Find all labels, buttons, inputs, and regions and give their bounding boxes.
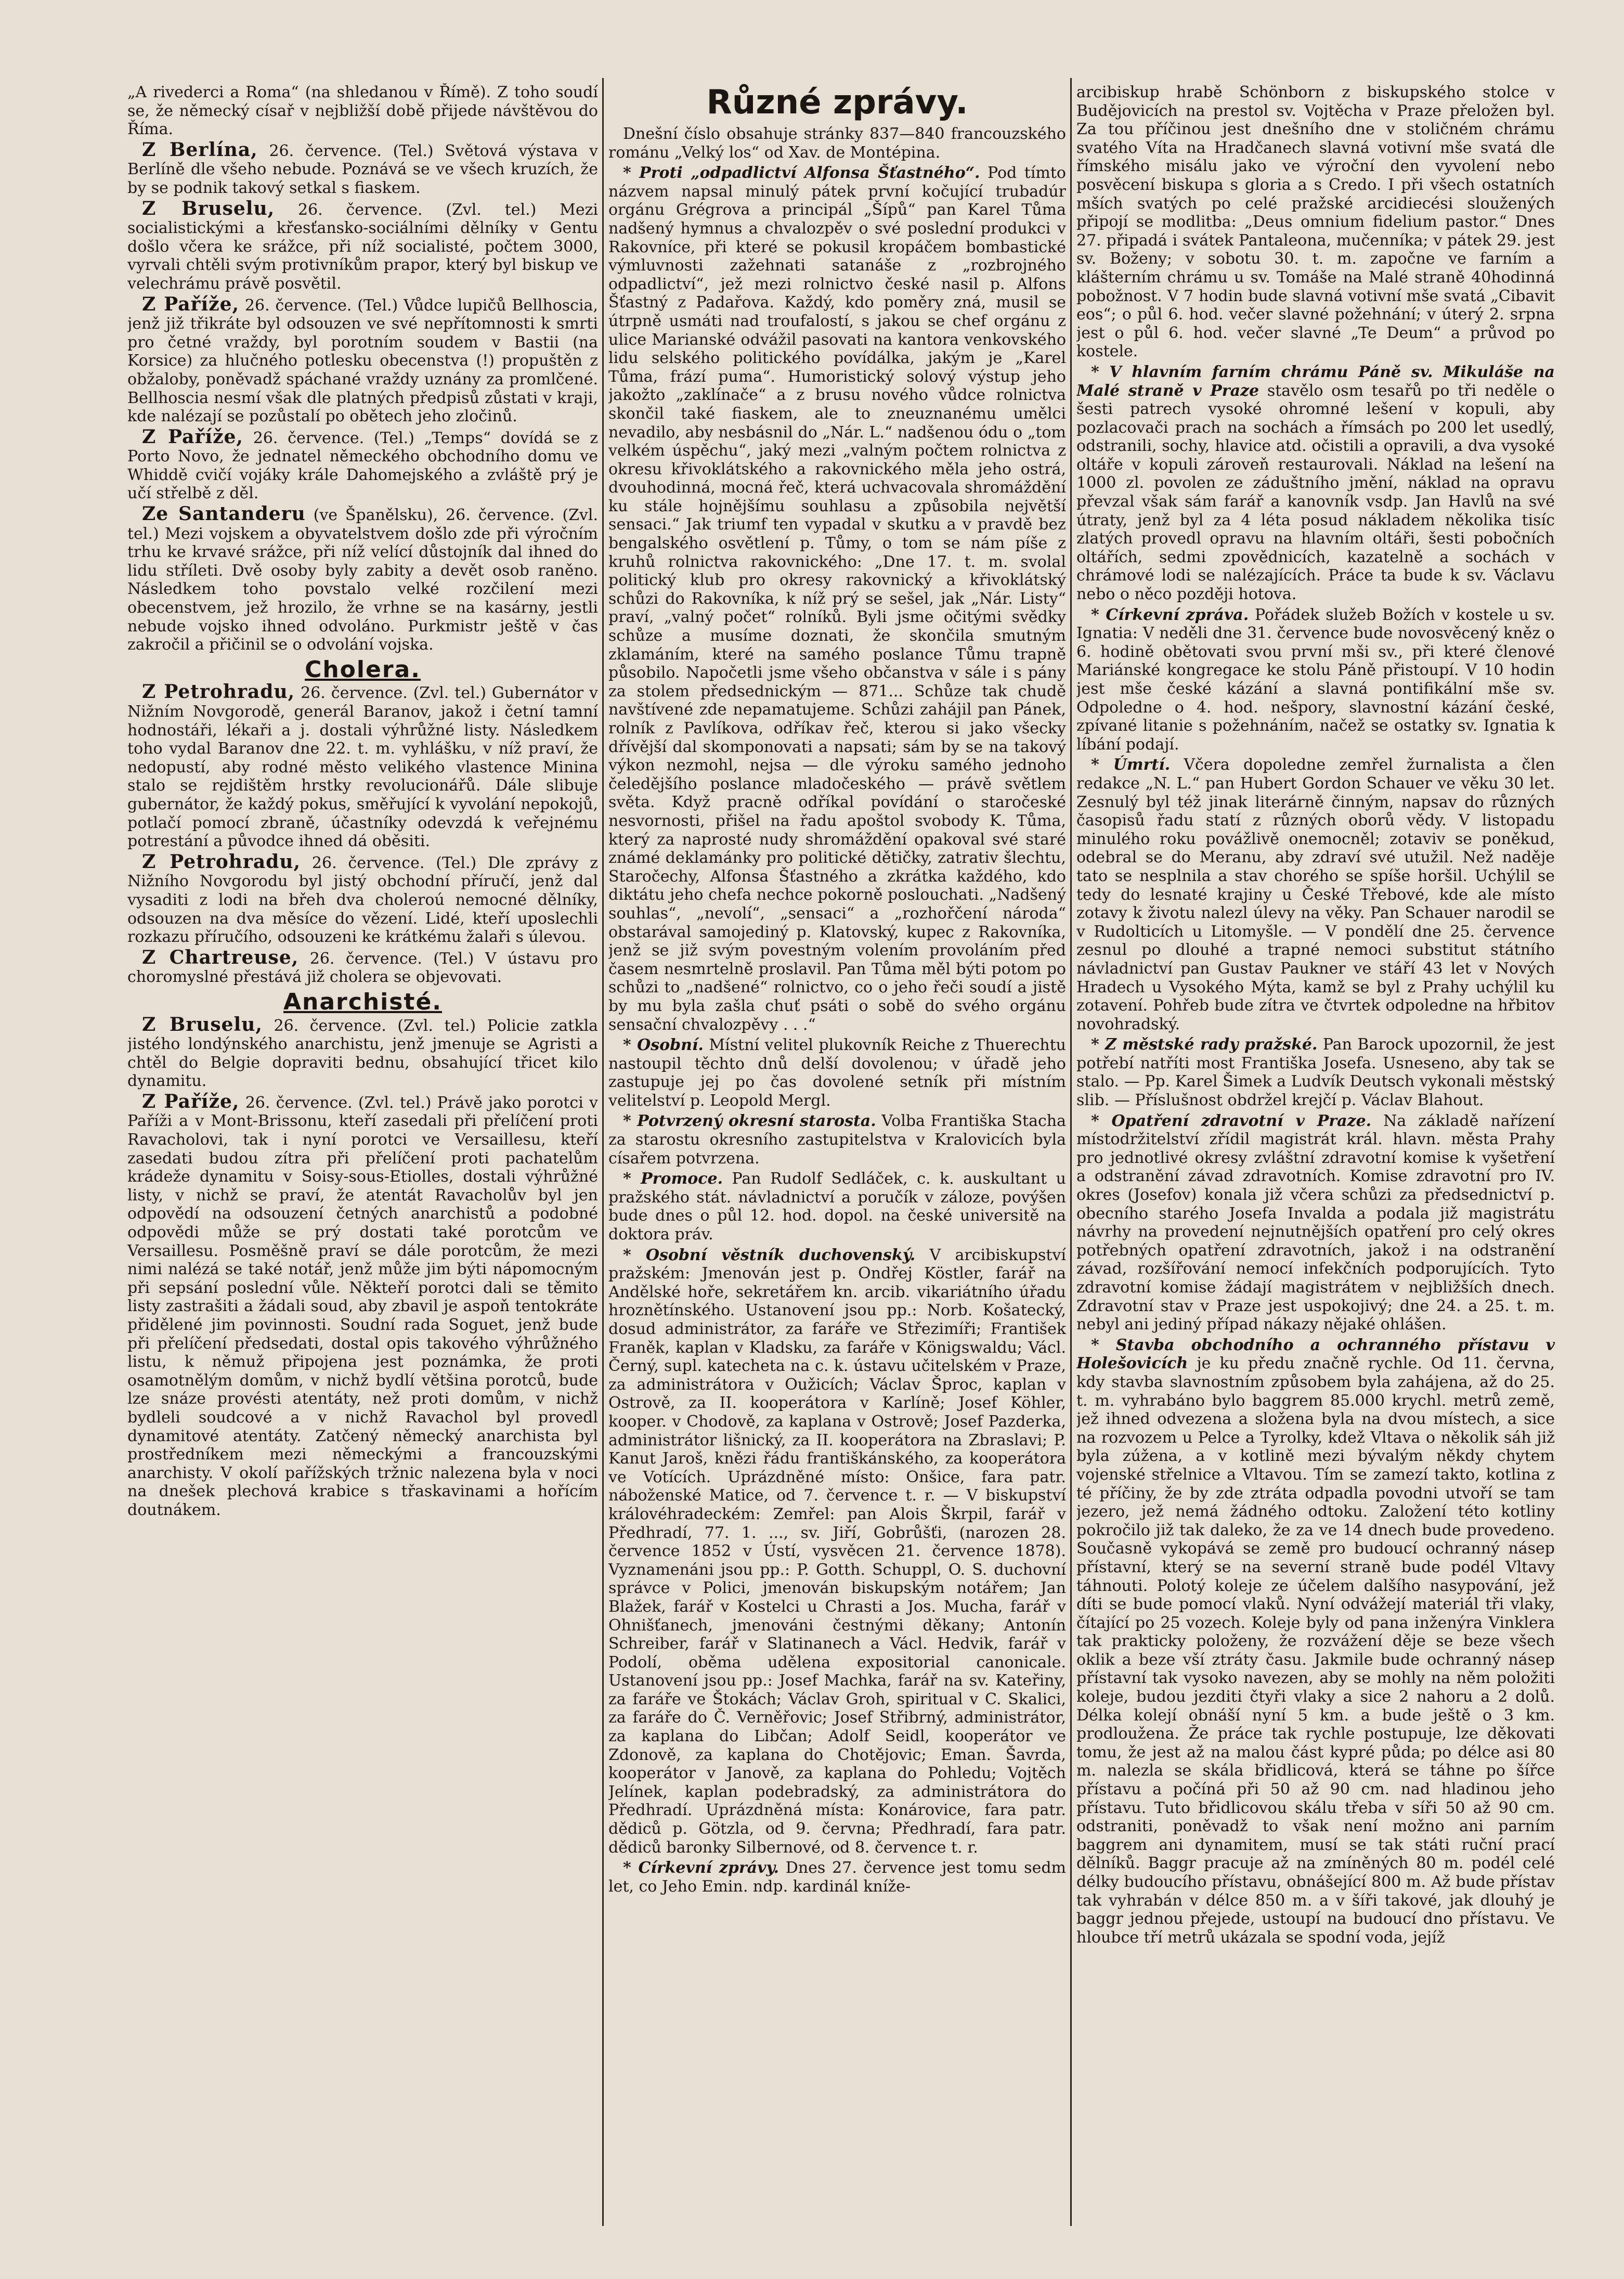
news-item-santander	[127, 505, 598, 654]
item-heading: * Stavba obchodního a ochranného přístavu v Holešovicích	[1076, 1336, 1555, 1373]
article-text: stavělo osm tesařů po tři neděle o šesti patrech vysoké ohromné lešení v kopuli, aby pozlacovači prach na sochách a římsách po 200 let usedlý, odstranili, sochy, hlavice atd. očistili a opravili, a dva vysoké oltáře v kopuli zároveň restaurovali. Náklad na lešení na 1000 zl. povolen ze záduštního jmění, náklad na opravu převzal však sám farář a kanovník vsdp. Jan Havlů na své útraty, jenž byl za 4 léta posud nákladem několika tisíc zlatých provedl opravu na hlavním oltáři, šesti pobočních oltářích, sedmi zpovědnicích, kazatelně a sochách v chrámové lodi se nalézajících. Práce ta bude k sv. Václavu nebo o něco později hotova.	[1076, 381, 1555, 604]
news-item	[1076, 756, 1555, 1033]
article-text: Místní velitel plukovník Reiche z Thuerechtu nastoupil těchto dnů delší dovolenou; v úřadě jeho zastupuje jej po čas dovolené setník při místním velitelství p. Leopold Mergl.	[608, 1036, 1066, 1110]
news-item-petrohrad	[127, 683, 598, 850]
news-item	[608, 1036, 1066, 1110]
item-heading: * Církevní zpráva.	[1091, 605, 1249, 624]
item-heading: * V hlavním farním chrámu Páně sv. Mikuláše na Malé straně v Praze	[1076, 362, 1555, 400]
article-text: Volba Františka Stacha za starostu okresního zastupitelstva v Kralovicích byla císařem potvrzena.	[608, 1112, 1066, 1168]
news-item	[1076, 1336, 1555, 1947]
item-heading: * Osobní.	[623, 1036, 704, 1055]
dateline: Z Paříže,	[142, 425, 243, 448]
news-item-brusel	[127, 1013, 598, 1091]
news-item	[1076, 606, 1555, 754]
dateline: Z Paříže,	[142, 1090, 240, 1112]
article-text: Na základě nařízení místodržitelství zřídil magistrát král. hlavn. města Prahy pro jednotlivé okresy zvláštní zdravotní komise k vyšetření a odstranění závad zdravotních. Komise zdravotní pro IV. okres (Josefov) konala již včera schůzi za předsednictví p. obecního starého Josefa Invalda a podala již magistrátu návrhy na provedení nejnutnějších opatření pro celý okres potřebných opatření zdravotních, jakož i na odstranění závad, rozšířování nemocí infekčních podporujících. Tyto zdravotní komise žádají magistrátem v nejbližších dnech. Zdravotní stav v Praze jest uspokojivý; dne 24. a 25. t. m. nebyl ani jediný případ nákazy nějaké ohlášen.	[1076, 1111, 1555, 1334]
section-heading-anarchiste: Anarchisté.	[283, 988, 443, 1015]
news-item	[608, 1246, 1066, 1857]
section-title: Různé zprávy.	[706, 83, 968, 122]
article-text: Včera dopoledne zemřel žurnalista a člen redakce „N. L.“ pan Hubert Gordon Schauer ve věku 30 let. Zesnulý byl též jinak literárně činným, napsav do různých časopisů řadu statí z různých oborů vědy. V listopadu minulého roku povážlivě onemocněl; zotaviv se poněkud, odebral se do Meranu, aby zdraví své utužil. Než naděje tato se nesplnila a stav chorého se spíše horšil. Uchýlil se tedy do lesnaté krajiny u České Třebové, kde ale místo zotavy k životu nalezl úlevy na věky. Pan Schauer narodil se v Rudolticích u Litomyšle. — V pondělí dne 25. července zesnul po dlouhé a trapné nemoci substitut státního návladnictví pan Gustav Paukner ve stáří 43 let v Nových Hradech u Vysokého Mýta, kamž se byl z Prahy uchýlil ku zotavení. Pohřeb bude zítra ve čtvrtek odpoledne na hřbitov novohradský.	[1076, 756, 1555, 1033]
column-middle	[608, 83, 1066, 2226]
column-left	[127, 83, 598, 2226]
article-text: „A rivederci a Roma“ (na shledanou v Římě). Z toho soudí se, že německý císař v nejbližší době přijede návštěvou do Říma.	[127, 83, 598, 139]
news-item-berlin	[127, 138, 598, 198]
news-item	[608, 1859, 1066, 1896]
news-item-parize	[127, 295, 598, 426]
item-heading: * Potvrzený okresní starosta.	[623, 1112, 876, 1131]
dateline: Z Chartreuse,	[142, 946, 299, 968]
article-text: 26. července. (Zvl. tel.) Mezi socialistickými a křesťansko-sociálními dělníky v Gentu došlo včera ke srážce, při níž socialisté, počtem 3000, vyrvali chtěli svým protivníkům prapor, který byl biskup ve velechrámu právě posvětil.	[127, 200, 598, 293]
dateline: Z Berlína,	[142, 138, 258, 161]
article-text: Pořádek služeb Božích v kostele u sv. Ignatia: V neděli dne 31. července bude novosvěcený kněz o 6. hodině obětovati svou první mši sv., při které členové Mariánské kongregace ke stolu Páně přistoupí. V 10 hodin jest mše české kázání a slavná pontifikální mše sv. Odpoledne o 4. hod. nešpory, slavnostní kázání české, zpívané litanie s požehnáním, načež se ostatky sv. Ignatia k líbání podají.	[1076, 605, 1555, 754]
news-item-brusel	[127, 197, 598, 293]
item-heading: * Promoce.	[623, 1170, 723, 1188]
article-text: je ku předu značně rychle. Od 11. června, kdy stavba slavnostním způsobem byla zahájena, až do 25. t. m. vyhrabáno bylo baggrem 85.000 krychl. metrů země, jež ihned odvezena a složena byla na dvou místech, a sice na rozvozem u Pelce a Tyrolky, kdež Vltava o několik sáh již byla zúžena, a v kotlině mezi bývalým někdy chytem vojenské střelnice a Vltavou. Tím se zamezí takto, kotlina z té příčiny, že by zde ztráta odpadla povodni utvoří se tam jezero, jež nemá žádného odtoku. Založení této kotliny pokročilo již tak daleko, že za ve 14 dnech bude provedeno. Současně vykopává se země pro budoucí ochranný násep přístavní, který se na severní straně bude podél Vltavy táhnouti. Polotý koleje ze účelem dalšího nasypování, jež díti se bude pomocí vlaků. Nyní odvážejí materiál tři vlaky, čítající po 25 vozech. Koleje byly od pana inženýra Vinklera tak prakticky položeny, že rozvážení děje se beze všech oklik a beze vší ztráty času. Jakmile bude ochranný násep přístavní tak vysoko navezen, aby se mohly na něm položiti koleje, budou jezditi čtyři vlaky a sice 2 nahoru a 2 dolů. Délka kolejí obnáší nyní 5 km. a bude ještě o 3 km. prodloužena. Že práce tak rychle postupuje, lze děkovati tomu, že jest až na malou část kypré půda; po délce asi 80 m. nalezla se skála břidlicová, která se táhne po šířce přístavu a počíná při 50 až 90 cm. nad hladinou jeho přístavu. Tuto břidlicovou skálu třeba v síři 50 až 90 cm. odstraniti, poněvadž to však není možno ani parním baggrem ani dynamitem, musí se tak státi ruční prací dělníků. Baggr pracuje až na zmíněných 80 m. podél celé délky budoucího přístavu, obnášející 800 m. Až bude přístav tak vyhrabán v délce 850 m. a v šíři takové, jak dlouhý je baggr jednou přejede, ustoupí na budoucí dno přístavu. Ve hloubce tří metrů ukázala se spodní voda, jejíž	[1076, 1354, 1555, 1947]
item-heading: * Z městské rady pražské.	[1091, 1035, 1318, 1054]
article-text: 26. července. (Tel.) Dle zprávy z Nižního Novgorodu byl jistý obchodní příručí, jenž dal vysaditi z lodi na břeh dva choleroú nemocné dělníky, odsouzen na dva měsíce do vězení. Lidé, kteří uposlechli rozkazu příručího, odsouzeni ke krátkému žalaři s úlevou.	[127, 853, 598, 947]
item-heading: * Osobní věstník duchovenský.	[623, 1246, 916, 1264]
article-text: Dnešní číslo obsahuje stránky 837—840 francouzského románu „Velký los“ od Xav. de Montépina.	[608, 125, 1066, 162]
item-heading: * Úmrtí.	[1091, 756, 1171, 774]
article-text: 26. července. (Tel.) Vůdce lupičů Bellhoscia, jenž již třikráte byl odsouzen ve své nepřítomnosti k smrti pro četné vraždy, byl porotním soudem v Bastii (na Korsice) za hlučného potlesku obecenstva (!) propuštěn z obžaloby, poněvadž spáchané vraždy uznány za promlčené. Bellhoscia nesmí však dle platných předpisů zůstati v kraji, kde nalézají se pozůstalí po obětech jeho zločinů.	[127, 296, 598, 426]
item-heading: * Opatření zdravotní v Praze.	[1091, 1111, 1372, 1130]
column-right	[1076, 83, 1555, 2226]
news-item	[1076, 1035, 1555, 1109]
dateline: Z Paříže,	[142, 293, 240, 315]
news-item	[608, 164, 1066, 1034]
dateline: Z Petrohradu,	[142, 850, 301, 873]
article-text: 26. července. (Tel.) „Temps“ dovídá se z Porto Novo, že jednatel německého obchodního domu ve Whiddě cvičí vojáky krále Dahomejského a zvláště prý je učí střelbě z děl.	[127, 429, 598, 503]
article-text: Dnes 27. července jest tomu sedm let, co Jeho Emin. ndp. kardinál kníže-	[608, 1859, 1066, 1896]
news-item-parize	[127, 425, 598, 503]
news-item	[1076, 363, 1555, 604]
dateline: Z Bruselu,	[142, 1013, 263, 1035]
dateline: Ze Santanderu	[142, 503, 306, 525]
article-text: arcibiskup hrabě Schönborn z biskupského stolce v Budějovicích na prestol sv. Vojtěcha v Praze přeložen byl. Za tou příčinou jest dnešního dne v stoličném chrámu svatého Víta na Hradčanech slavná votivní mše svatá dle římského misálu jako ve výroční den vyvolení nebo posvěcení biskupa s gloria a s Credo. I při všech ostatních mších svatých po celé pražské arcidiecési sloužených připojí se modlitba: „Deus omnium fidelium pastor.“ Dnes 27. připadá i svátek Pantaleona, mučenníka; v pátek 29. jest sv. Boženy; v sobotu 30. t. m. započne ve farním a klášterním chrámu u sv. Tomáše na Malé straně 40hodinná pobožnost. V 7 hodin bude slavná votivní mše svatá „Cibavit eos“; o půl 6. hod. večer slavné požehnání; v úterý 2. srpna jest o půl 6. hod. večer slavné „Te Deum“ a průvod po kostele.	[1076, 83, 1555, 361]
news-item	[608, 1170, 1066, 1244]
article-text: V arcibiskupství pražském: Jmenován jest p. Ondřej Köstler, farář na Andělské hoře, sekretářem kn. arcib. vikariátního úřadu hroznětínského. Ustanovení jsou pp.: Norb. Košatecký, dosud administrátor, za faráře ve Střezimíři; František Franěk, kaplan v Kladsku, za faráře v Königswaldu; Václ. Černý, supl. katecheta na c. k. ústavu učitelském v Praze, za administrátora v Oužicích; Václav Šproc, kaplan v Ostrově, za II. kooperátora v Karlíně; Josef Köhler, kooper. v Chodově, za kaplana v Ostrově; Josef Pazderka, administrátor lišnický, za II. kooperátora na Zbraslavi; P. Kanut Jaroš, knězi řádu františkánského, za kooperátora ve Votících. Uprázdněné místo: Onšice, fara patr. náboženské Matice, od 7. července t. r. — V biskupství královéhradeckém: Zemřel: pan Alois Škrpil, farář v Předhradí, 77. 1. ..., sv. Jiří, Gobrůšťi, (narozen 28. července 1852 v Ústí, vysvěcen 21. července 1878). Vyznamenáni jsou pp.: P. Gotth. Schuppl, O. S. duchovní správce v Polici, jmenován biskupským notářem; Jan Blažek, farář v Kostelci u Chrasti a Jos. Mucha, farář v Ohnišťanech, jmenováni čestnými děkany; Antonín Schreiber, farář v Slatinanech a Václ. Hedvik, farář v Podolí, oběma udělena expositorial canonicale. Ustanovení jsou pp.: Josef Machka, farář na sv. Kateřiny, za faráře ve Štokách; Václav Groh, spiritual v C. Skalici, za faráře do Č. Verněřovic; Josef Střibrný, administrátor, za kaplana do Libčan; Adolf Seidl, kooperátor ve Zdonově, za kaplana do Chotějovic; Eman. Šavrda, kooperátor v Janově, za kaplana do Pohledu; Vojtěch Jelínek, kaplan podebradský, za administrátora do Předhradí. Uprázdněná místa: Konárovice, fara patr. dědiců p. Götzla, od 9. června; Předhradí, fara patr. dědiců baronky Silbernové, od 8. července t. r.	[608, 1246, 1066, 1857]
column-divider	[602, 78, 604, 2226]
news-item	[608, 1112, 1066, 1168]
article-text: Pan Rudolf Sedláček, c. k. auskultant u pražského stát. návladnictví a poručík v záloze, povýšen bude dnes o půl 12. hod. dopol. na české universitě na doktora práv.	[608, 1170, 1066, 1244]
item-heading: * Církevní zprávy.	[623, 1859, 779, 1877]
article-text: 26. července. (Zvl. tel.) Policie zatkla jistého londýnského anarchistu, jenž jmenuje se Agristi a chtěl do Belgie dopraviti bednu, obsahující třicet kilo dynamitu.	[127, 1016, 598, 1091]
dateline: Z Bruselu,	[142, 197, 275, 219]
article-text: 26. července. (Tel.) Světová výstava v Berlíně dle všeho nebude. Poznává se ve všech kruzích, že by se podnik takový setkal s fiaskem.	[127, 141, 598, 197]
section-heading-cholera: Cholera.	[305, 656, 421, 683]
article-text: Pod tímto názvem napsal minulý pátek první kočující trubadúr orgánu Grégrova a principál „Šípů“ pan Karel Tůma nadšený hymnus a chvalozpěv o své poslední produkci v Rakovníce, při které se pokusil kropáčem bombastické výmluvnosti zažehnati satanáše z „rozbrojného odpadlictví“, jež mezi rolnictvo české nasil p. Alfons Šťastný z Padařova. Každý, kdo poměry zná, musil se útrpně usmáti nad troufalostí, s jakou se chef orgánu z ulice Marianské odvážil pasovati na kantora venkovského lidu selského politického povídálka, jakým je „Karel Tůma, frází puma“. Humoristický solový výstup jeho jakožto „zaklínače“ a z brusu nového vůdce rolnictva skončil také fiaskem, ale to zneuznanému umělci nevadilo, aby nesbásnil do „Nár. L.“ nadšenou ódu o „tom velkém úspěchu“, jaký mezi „valným počtem rolnictva z okresu křivoklátského a rakovnického měla jeho ostrá, dvouhodinná, mocná řeč, která uchvacovala shromáždění ku stále hojnějšímu souhlasu a způsobila největší sensaci.“ Jak triumf ten vypadal v skutku a v pravdě bez bengalského osvětlení p. Tůmy, o tom se nám píše z kruhů rolnictva rakovnického: „Dne 17. t. m. svolal politický klub pro okresy rakovnický a křivoklátský schůzi do Rakovníka, k níž prý se sešel, jak „Nár. Listy“ praví, „valný počet“ rolníků. Byli jsme očitými svědky schůze a musíme doznati, že skončila smutným zklamáním, které na samého poslance Tůmu trapně působilo. Napočetli jsme všeho občanstva v sále i s pány za stolem předsednickým — 871... Schůze tak chudě navštívené zde nepamatujeme. Schůzi zahájil pan Pánek, rolník z Pavlíkova, odříkav řeč, kterou si jako všecky dřívější dal skomponovati a napsati; sám by se na takový výkon nezmohl, nejsa — dle výroku samého jednoho čeledějšího poslance mladočeského — právě světlem světa. Když pracně odříkal povídání o staročeské nesvornosti, přišel na řadu apoštol svobody K. Tůma, který za naprosté nudy shromáždění opakoval své staré známé deklamánky pro politické dětičky, zatrativ šlechtu, Staročechy, Alfonsa Šťastného a zkrátka každého, kdo diktátu jeho chefa nechce pokorně poslouchati. „Nadšený souhlas“, „nevolí“, „sensaci“ a „rozhořčení národa“ obstarával samojediný p. Klatovský, kupec z Rakovníka, jenž se již svým povestným volením provoláním před časem nesmrtelně proslavil. Pan Tůma měl býti potom po schůzi to „nadšené“ rolnictvo, co o jeho řeči soudí a jistě by mu byla zašla chuť psáti o sobě do svého orgánu sensační chvalozpěvy . . .“	[608, 164, 1066, 1034]
news-item-chartreuse	[127, 946, 598, 987]
article-text: Pan Barock upozornil, že jest potřebí natříti most Františka Josefa. Usneseno, aby tak se stalo. — Pp. Karel Šimek a Ludvík Deutsch vykonali městský slib. — Příslušnost obdržel krejčí p. Václav Blahout.	[1076, 1035, 1555, 1110]
article-text: 26. července. (Zvl. tel.) Právě jako porotci v Paříži a v Mont-Brissonu, kteří zasedali při přelíčení proti Ravacholovi, tak i nyní porotci ve Versaillesu, kteří zasedati budou zítra při přelíčení proti pachatelům krádeže dynamitu v Soisy-sous-Etiolles, dostali výhrůžné listy, v nichž se praví, že atentát Ravacholův byl jen odpovědí na odsouzení četných anarchistů a podobné odpovědi může se prý dostati také porotcům ve Versaillesu. Posměšně praví se dále porotcům, že mezi nimi nalézá se také notář, jenž může jim býti nápomocným při sepsání poslední vůle. Někteří porotci dali se těmito listy zastrašiti a žádali soud, aby zbavil je aspoň tentokráte přidělené jim povinnosti. Soudní rada Soguet, jenž bude při přelíčení předsedati, dostal opis takového výhrůžného listu, k němuž připojena jest poznámka, že proti osamotnělým domům, v nichž bydlí většina porotců, bude lze snáze provésti atentáty, než proti domům, v nichž bydleli soudcové a v nichž Ravachol byl provedl dynamitové atentáty. Zatčený německý anarchista byl prostředníkem mezi německými a francouzskými anarchisty. V okolí pařížských tržnic nalezena byla v noci na dnešek plechová krabice s třaskavinami a hořícím doutnákem.	[127, 1093, 598, 1519]
news-item-petrohrad	[127, 850, 598, 947]
news-item-parize	[127, 1090, 598, 1520]
article-text: 26. července. (Zvl. tel.) Gubernátor v Nižním Novgorodě, generál Baranov, jakož i četní tamní hodnostáři, lékaři a j. dostali výhrůžné listy. Následkem toho vydal Baranov dne 22. t. m. vyhlášku, v níž praví, že nedopustí, aby rodné město velikého vlastence Minina stalo se rejdištěm hrstky revolucionářů. Dále slibuje gubernátor, že každý pokus, směřující k vyvolání nepokojů, potlačí pomocí zbraně, účastníky odevzdá k veřejnému potrestání a původce ihned dá oběsiti.	[127, 684, 598, 851]
news-item	[1076, 1112, 1555, 1334]
article-text: 26. července. (Tel.) V ústavu pro choromyslné přestává již cholera se objevovati.	[127, 949, 598, 987]
item-heading: * Proti „odpadlictví Alfonsa Šťastného“.	[623, 164, 980, 183]
dateline: Z Petrohradu,	[142, 681, 295, 703]
column-divider	[1070, 78, 1072, 2226]
article-text: (ve Španělsku), 26. července. (Zvl. tel.) Mezi vojskem a obyvatelstvem došlo zde při výročním trhu ke krvavé srážce, při níž velící důstojník dal ihned do lidu stříleti. Dvě osoby byly zabity a devět osob raněno. Následkem toho povstalo velké rozčilení mezi obecenstvem, jež hrozilo, že vrhne se na kasárny, jestli nebude vojsko ihned odvoláno. Purkmistr ještě v čas zakročil a přičinil se o odvolání vojska.	[127, 506, 598, 654]
